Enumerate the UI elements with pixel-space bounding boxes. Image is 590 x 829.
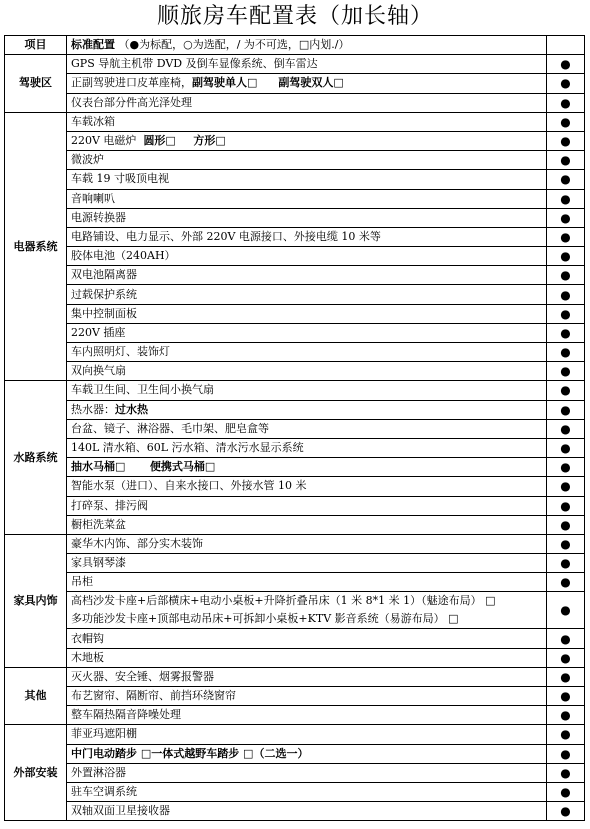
standard-mark: ● bbox=[547, 438, 585, 457]
config-item-text: 整车隔热隔音降噪处理 bbox=[71, 708, 181, 722]
config-item bbox=[67, 285, 547, 304]
config-table-body bbox=[5, 36, 585, 821]
table-row bbox=[5, 667, 585, 686]
config-item bbox=[67, 419, 547, 438]
standard-mark: ● bbox=[547, 573, 585, 592]
config-item bbox=[67, 687, 547, 706]
table-row bbox=[5, 458, 585, 477]
config-item bbox=[67, 304, 547, 323]
config-item bbox=[67, 438, 547, 457]
table-row bbox=[5, 93, 585, 112]
config-item bbox=[67, 534, 547, 553]
config-item bbox=[67, 667, 547, 686]
standard-mark: ● bbox=[547, 93, 585, 112]
config-item-text: 正副驾驶进口皮革座椅， bbox=[71, 76, 192, 90]
section-name: 其他 bbox=[5, 667, 67, 725]
table-row bbox=[5, 208, 585, 227]
table-row bbox=[5, 304, 585, 323]
standard-mark: ● bbox=[547, 55, 585, 74]
table-row bbox=[5, 687, 585, 706]
config-item-text: 双轴双面卫星接收器 bbox=[71, 804, 170, 818]
config-item bbox=[67, 496, 547, 515]
config-item-text: 木地板 bbox=[71, 650, 104, 664]
config-item-text: 高档沙发卡座+后部横床+电动小桌板+升降折叠吊床（1 米 8*1 米 1）（魅途布局） □ bbox=[71, 594, 496, 608]
config-item bbox=[67, 629, 547, 648]
section-name: 驾驶区 bbox=[5, 55, 67, 113]
config-item bbox=[67, 400, 547, 419]
config-item bbox=[67, 362, 547, 381]
standard-mark: ● bbox=[547, 189, 585, 208]
table-row bbox=[5, 323, 585, 342]
config-item bbox=[67, 189, 547, 208]
standard-mark: ● bbox=[547, 419, 585, 438]
config-item-text: 音响喇叭 bbox=[71, 191, 115, 205]
config-item-text: 胶体电池（240AH） bbox=[71, 249, 176, 263]
config-item-text: 中门电动踏步 □一体式越野车踏步 □ bbox=[71, 746, 254, 760]
section-name: 外部安装 bbox=[5, 725, 67, 821]
standard-mark: ● bbox=[547, 782, 585, 801]
standard-mark: ● bbox=[547, 400, 585, 419]
section-name: 家具内饰 bbox=[5, 534, 67, 667]
standard-mark: ● bbox=[547, 534, 585, 553]
config-item bbox=[67, 266, 547, 285]
standard-mark: ● bbox=[547, 285, 585, 304]
config-item bbox=[67, 93, 547, 112]
config-item-text: 吊柜 bbox=[71, 575, 93, 589]
config-item-text: 过载保护系统 bbox=[71, 287, 137, 301]
table-row bbox=[5, 573, 585, 592]
config-item-text: 智能水泵（进口）、自来水接口、外接水管 10 米 bbox=[71, 479, 307, 493]
config-item bbox=[67, 151, 547, 170]
config-item-text: 220V 插座 bbox=[71, 325, 126, 339]
standard-mark: ● bbox=[547, 362, 585, 381]
config-item bbox=[67, 515, 547, 534]
config-item bbox=[67, 323, 547, 342]
config-item-text: 车载冰箱 bbox=[71, 114, 115, 128]
config-item-text: 220V 电磁炉 bbox=[71, 134, 144, 148]
standard-mark: ● bbox=[547, 667, 585, 686]
standard-mark: ● bbox=[547, 458, 585, 477]
config-item bbox=[67, 381, 547, 400]
config-item-text bbox=[257, 76, 278, 89]
config-item-text: 橱柜洗菜盆 bbox=[71, 517, 126, 531]
config-item bbox=[67, 55, 547, 74]
config-item-text: 电源转换器 bbox=[71, 210, 126, 224]
table-row bbox=[5, 802, 585, 821]
header-standard-label: 标准配置 bbox=[71, 38, 115, 52]
table-row bbox=[5, 227, 585, 246]
standard-mark: ● bbox=[547, 496, 585, 515]
config-item bbox=[67, 648, 547, 667]
table-row bbox=[5, 477, 585, 496]
config-item-text: 布艺窗帘、隔断帘、前挡环绕窗帘 bbox=[71, 689, 236, 703]
standard-mark: ● bbox=[547, 802, 585, 821]
standard-mark: ● bbox=[547, 131, 585, 150]
config-item bbox=[67, 554, 547, 573]
config-item-text bbox=[125, 460, 149, 473]
config-item bbox=[67, 592, 547, 629]
config-item bbox=[67, 477, 547, 496]
config-item-text: 车载卫生间、卫生间小换气扇 bbox=[71, 383, 214, 397]
config-item-text: 热水器： bbox=[71, 402, 115, 416]
config-item bbox=[67, 763, 547, 782]
table-row bbox=[5, 782, 585, 801]
config-item-text: 车内照明灯、装饰灯 bbox=[71, 345, 170, 359]
standard-mark: ● bbox=[547, 477, 585, 496]
table-row bbox=[5, 725, 585, 744]
table-row bbox=[5, 400, 585, 419]
config-item-text: 打碎泵、排污阀 bbox=[71, 498, 148, 512]
standard-mark: ● bbox=[547, 170, 585, 189]
table-header-row bbox=[5, 36, 585, 55]
standard-mark: ● bbox=[547, 515, 585, 534]
table-row bbox=[5, 343, 585, 362]
config-item bbox=[67, 725, 547, 744]
config-item bbox=[67, 112, 547, 131]
standard-mark: ● bbox=[547, 304, 585, 323]
table-row bbox=[5, 419, 585, 438]
table-row bbox=[5, 112, 585, 131]
config-item bbox=[67, 782, 547, 801]
config-item-text: 豪华木内饰、部分实木装饰 bbox=[71, 536, 203, 550]
config-item-text bbox=[176, 134, 193, 147]
config-item-text: 灭火器、安全锤、烟雾报警器 bbox=[71, 669, 214, 683]
standard-mark: ● bbox=[547, 74, 585, 93]
table-row bbox=[5, 381, 585, 400]
standard-mark: ● bbox=[547, 343, 585, 362]
config-item bbox=[67, 744, 547, 763]
standard-mark: ● bbox=[547, 706, 585, 725]
standard-mark: ● bbox=[547, 247, 585, 266]
config-item bbox=[67, 227, 547, 246]
config-item bbox=[67, 74, 547, 93]
table-row bbox=[5, 131, 585, 150]
config-item-text: 台盆、镜子、淋浴器、毛巾架、肥皂盒等 bbox=[71, 421, 269, 435]
config-item bbox=[67, 458, 547, 477]
table-row bbox=[5, 534, 585, 553]
standard-mark: ● bbox=[547, 744, 585, 763]
standard-mark: ● bbox=[547, 208, 585, 227]
config-item bbox=[67, 208, 547, 227]
table-row bbox=[5, 247, 585, 266]
config-item-text: 微波炉 bbox=[71, 153, 104, 167]
config-item-text: 副驾驶双人□ bbox=[278, 76, 344, 90]
table-row bbox=[5, 189, 585, 208]
header-item: 项目 bbox=[5, 36, 67, 55]
table-row bbox=[5, 496, 585, 515]
table-row bbox=[5, 744, 585, 763]
standard-mark: ● bbox=[547, 554, 585, 573]
config-item-text: 衣帽钩 bbox=[71, 631, 104, 645]
standard-mark: ● bbox=[547, 112, 585, 131]
table-row bbox=[5, 266, 585, 285]
config-item bbox=[67, 802, 547, 821]
config-item-text: 圆形□ bbox=[143, 134, 176, 148]
config-item-text: 驻车空调系统 bbox=[71, 785, 137, 799]
config-item bbox=[67, 247, 547, 266]
config-item-text: 过水热 bbox=[115, 402, 148, 416]
config-item-text: （二选一） bbox=[253, 746, 309, 760]
table-row bbox=[5, 55, 585, 74]
config-item-text: 140L 清水箱、60L 污水箱、清水污水显示系统 bbox=[71, 441, 304, 455]
table-row bbox=[5, 706, 585, 725]
config-item bbox=[67, 706, 547, 725]
config-item bbox=[67, 343, 547, 362]
config-item bbox=[67, 170, 547, 189]
table-row bbox=[5, 592, 585, 629]
config-item-text: GPS 导航主机带 DVD 及倒车显像系统、倒车雷达 bbox=[71, 57, 318, 71]
config-item-text: 方形□ bbox=[193, 134, 226, 148]
standard-mark: ● bbox=[547, 592, 585, 629]
section-name: 水路系统 bbox=[5, 381, 67, 535]
table-row bbox=[5, 763, 585, 782]
config-item-text: 便携式马桶□ bbox=[149, 460, 216, 474]
config-item bbox=[67, 131, 547, 150]
config-item-text: 集中控制面板 bbox=[71, 306, 137, 320]
config-item-text: 菲亚玛遮阳棚 bbox=[71, 727, 137, 741]
page-title: 顺旅房车配置表（加长轴） bbox=[156, 4, 433, 29]
header-legend: （●为标配，○为选配，/ 为不可选，□内划./） bbox=[118, 38, 350, 52]
table-row bbox=[5, 515, 585, 534]
config-item-text: 副驾驶单人□ bbox=[192, 76, 258, 90]
table-row bbox=[5, 629, 585, 648]
standard-mark: ● bbox=[547, 323, 585, 342]
config-item-text: 双电池隔离器 bbox=[71, 268, 137, 282]
table-row bbox=[5, 74, 585, 93]
header-standard bbox=[67, 36, 547, 55]
config-item-text: 电路铺设、电力显示、外部 220V 电源接口、外接电缆 10 米等 bbox=[71, 229, 381, 243]
table-row bbox=[5, 438, 585, 457]
standard-mark: ● bbox=[547, 629, 585, 648]
table-row bbox=[5, 648, 585, 667]
standard-mark: ● bbox=[547, 227, 585, 246]
config-table bbox=[4, 35, 585, 821]
standard-mark: ● bbox=[547, 725, 585, 744]
standard-mark: ● bbox=[547, 266, 585, 285]
config-item-text: 车载 19 寸吸顶电视 bbox=[71, 172, 169, 186]
config-item-text: 家具钢琴漆 bbox=[71, 556, 126, 570]
standard-mark: ● bbox=[547, 381, 585, 400]
standard-mark: ● bbox=[547, 687, 585, 706]
config-item-text: 外置淋浴器 bbox=[71, 765, 126, 779]
config-item bbox=[67, 573, 547, 592]
table-row bbox=[5, 285, 585, 304]
standard-mark: ● bbox=[547, 763, 585, 782]
standard-mark: ● bbox=[547, 151, 585, 170]
section-name: 电器系统 bbox=[5, 112, 67, 381]
table-row bbox=[5, 362, 585, 381]
header-mark bbox=[547, 36, 585, 55]
standard-mark: ● bbox=[547, 648, 585, 667]
config-item-text: 仪表台部分件高光泽处理 bbox=[71, 95, 192, 109]
config-item-text: 抽水马桶□ bbox=[71, 460, 126, 474]
table-row bbox=[5, 170, 585, 189]
table-row bbox=[5, 554, 585, 573]
config-item-text: 双向换气扇 bbox=[71, 364, 126, 378]
table-row bbox=[5, 151, 585, 170]
config-item-text: 多功能沙发卡座+顶部电动吊床+可拆卸小桌板+KTV 影音系统（易游布局） □ bbox=[71, 612, 459, 626]
